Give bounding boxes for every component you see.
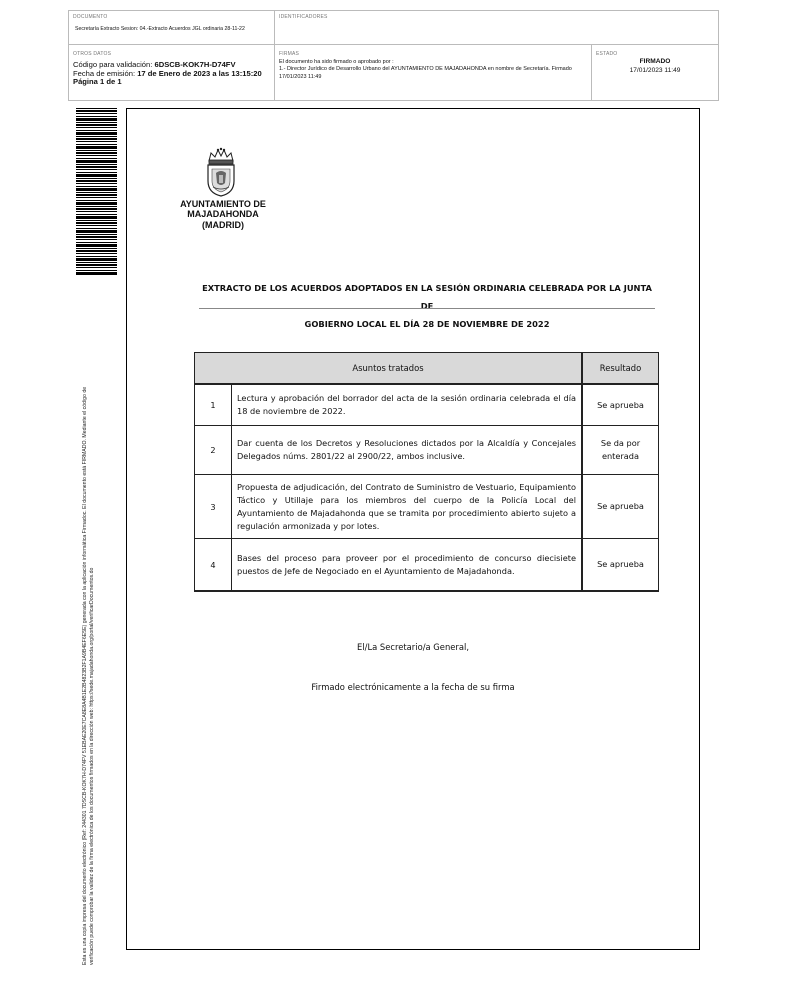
verification-side-text	[82, 300, 96, 965]
organization-name	[163, 199, 283, 230]
estado-date: 17/01/2023 11:49	[629, 66, 681, 74]
row-number: 2	[195, 426, 232, 475]
estado-value: FIRMADO	[639, 58, 671, 65]
table-row	[195, 426, 659, 475]
otros-datos-cell	[69, 45, 275, 100]
fecha-value: 17 de Enero de 2023 a las 13:15:20	[137, 68, 262, 78]
otros-datos-label: OTROS DATOS	[73, 51, 112, 57]
firmas-label: FIRMAS	[279, 51, 300, 57]
barcode-icon	[76, 108, 117, 276]
row-result: Se aprueba	[582, 475, 659, 539]
asuntos-table	[194, 352, 659, 592]
row-number: 4	[195, 539, 232, 592]
organization-line-2: MAJADAHONDA	[187, 209, 259, 220]
document-metadata-header	[68, 10, 719, 101]
row-number: 1	[195, 384, 232, 426]
side-text-line-2: verificación puede comprobar la validez de la firma electrónica de los documentos firmados en la dirección web: https://sede.majadahonda.org/portal/verificarDocumentos.do	[89, 567, 96, 965]
identificadores-label: IDENTIFICADORES	[279, 14, 328, 20]
pagina-indicator: Página 1 de 1	[73, 77, 122, 87]
table-row	[195, 384, 659, 426]
coat-of-arms-icon	[203, 147, 239, 197]
table-row	[195, 539, 659, 592]
fecha-label: Fecha de emisión:	[73, 68, 136, 78]
column-header-asuntos: Asuntos tratados	[195, 353, 583, 385]
signature-role: El/La Secretario/a General,	[357, 642, 469, 652]
organization-line-3: (MADRID)	[202, 219, 244, 230]
document-title	[199, 279, 655, 333]
row-subject: Dar cuenta de los Decretos y Resoluciones dictados por la Alcaldía y Concejales Delegados núms. 2801/22 al 2900/22, ambos inclusive.	[232, 426, 583, 475]
organization-line-1: AYUNTAMIENTO DE	[180, 199, 266, 209]
documento-label: DOCUMENTO	[73, 14, 108, 20]
codigo-value[interactable]: 6DSCB-KOK7H-D74FV	[154, 60, 236, 69]
identificadores-cell	[275, 11, 718, 45]
row-result: Se aprueba	[582, 384, 659, 426]
firmas-line-3: 17/01/2023 11:49	[279, 73, 322, 80]
side-text-line-1: Esta es una copia impresa del documento electrónico (Ref: 244301 7DSCB-KOK7H-D74FV 51EBAE20E7CA8E8A4B1E2B4823B2F1A9B4EF6E5E) generada con la aplicación informática Firmadoc. El documento está FIRMADO. Mediante el código de	[82, 386, 88, 965]
row-result: Se aprueba	[582, 539, 659, 592]
row-number: 3	[195, 475, 232, 539]
row-subject: Lectura y aprobación del borrador del acta de la sesión ordinaria celebrada el día 18 de noviembre de 2022.	[232, 384, 583, 426]
row-subject: Propuesta de adjudicación, del Contrato de Suministro de Vestuario, Equipamiento Táctico y Utillaje para los miembros del cuerpo de la Policía Local del Ayuntamiento de Majadahonda que se tramita por procedimiento abierto sujeto a regulación armonizada y por lotes.	[232, 475, 583, 539]
column-header-resultado: Resultado	[582, 353, 659, 385]
estado-label: ESTADO	[596, 51, 618, 57]
title-line-2: GOBIERNO LOCAL EL DÍA 28 DE NOVIEMBRE DE 2022	[304, 319, 550, 329]
estado-cell	[592, 45, 718, 100]
firmas-cell	[275, 45, 592, 100]
documento-cell	[69, 11, 275, 45]
document-page	[126, 108, 700, 950]
title-line-1: EXTRACTO DE LOS ACUERDOS ADOPTADOS EN LA SESIÓN ORDINARIA CELEBRADA POR LA JUNTA DE	[202, 283, 652, 311]
title-divider	[199, 308, 655, 309]
documento-value: Secretaría Extracto Sesion: 04.-Extracto Acuerdos JGL ordinaria 28-11-22	[75, 26, 245, 32]
codigo-label: Código para validación:	[73, 60, 153, 69]
table-row	[195, 475, 659, 539]
row-result: Se da por enterada	[582, 426, 659, 475]
row-subject: Bases del proceso para proveer por el procedimiento de concurso diecisiete puestos de Jefe de Negociado en el Ayuntamiento de Majadahonda.	[232, 539, 583, 592]
firmas-line-1: El documento ha sido firmado o aprobado por :	[279, 59, 394, 65]
firmas-line-2: 1.- Director Jurídico de Desarrollo Urbano del AYUNTAMIENTO DE MAJADAHONDA en nombre de Secretaría. Firmado	[279, 66, 572, 73]
signature-note: Firmado electrónicamente a la fecha de su firma	[311, 682, 515, 692]
